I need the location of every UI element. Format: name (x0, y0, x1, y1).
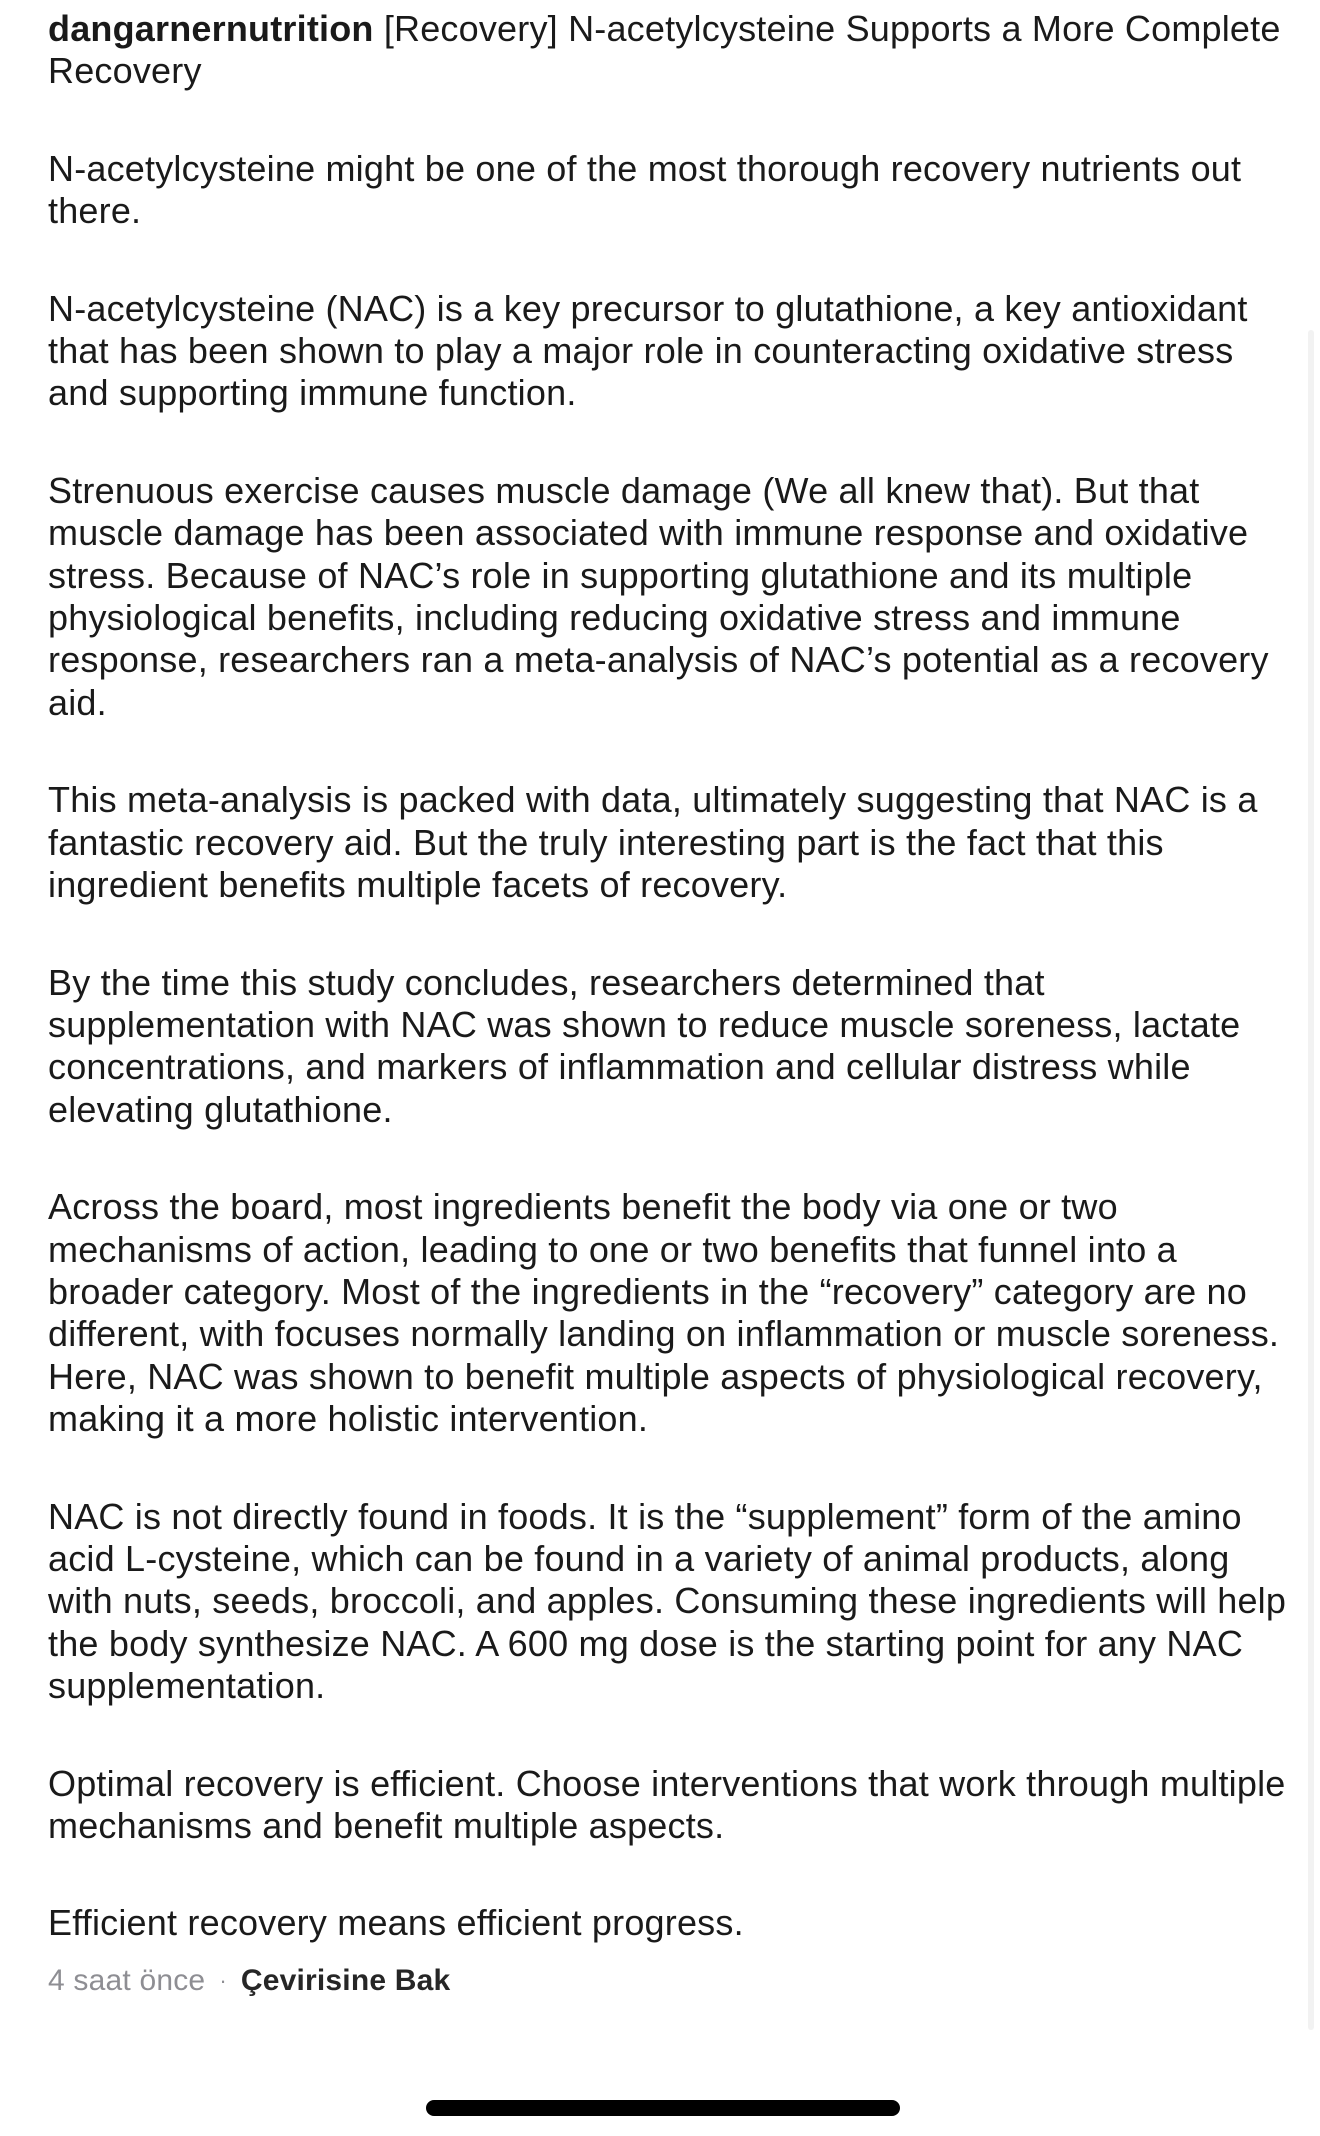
home-indicator[interactable] (426, 2100, 900, 2116)
caption-paragraph: Strenuous exercise causes muscle damage (We all knew that). But that muscle damage has been associated with immune response and oxidative stress. Because of NAC’s role in supporting glutathione and its multiple physiological benefits, including reducing oxidative stress and immune response, researchers ran a meta-analysis of NAC’s potential as a recovery aid. (48, 469, 1269, 723)
post-title: [Recovery] N-acetylcysteine Supports a More Complete Recovery (48, 8, 1281, 92)
scroll-indicator (1308, 330, 1314, 2030)
username[interactable]: dangarnernutrition (48, 8, 374, 49)
caption-paragraph: N-acetylcysteine might be one of the most thorough recovery nutrients out there. (48, 147, 1242, 232)
post-meta (48, 1963, 1288, 1999)
timestamp: 4 saat önce (48, 1963, 206, 1997)
caption-paragraph: Efficient recovery means efficient progress. (48, 1902, 744, 1944)
separator-dot: · (219, 1967, 227, 1993)
caption-paragraph: This meta-analysis is packed with data, ultimately suggesting that NAC is a fantastic recovery aid. But the truly interesting part is the fact that this ingredient benefits multiple facets of recovery. (48, 779, 1258, 906)
caption-paragraph: NAC is not directly found in foods. It is the “supplement” form of the amino acid L-cysteine, which can be found in a variety of animal products, along with nuts, seeds, broccoli, and apples. Consuming these ingredients will help the body synthesize NAC. A 600 mg dose is the starting point for any NAC supplementation. (48, 1495, 1287, 1707)
caption-header (48, 8, 1288, 93)
caption-paragraph: N-acetylcysteine (NAC) is a key precursor to glutathione, a key antioxidant that has been shown to play a major role in counteracting oxidative stress and supporting immune function. (48, 287, 1248, 414)
caption-paragraph: Across the board, most ingredients benefit the body via one or two mechanisms of action, leading to one or two benefits that funnel into a broader category. Most of the ingredients in the “recovery” category are no different, with focuses normally landing on inflammation or muscle soreness. Here, NAC was shown to benefit multiple aspects of physiological recovery, making it a more holistic intervention. (48, 1186, 1280, 1440)
post-caption (48, 8, 1288, 1999)
caption-paragraph: By the time this study concludes, researchers determined that supplementation with NAC was shown to reduce muscle soreness, lactate concentrations, and markers of inflammation and cellular distress while elevating glutathione. (48, 961, 1241, 1130)
see-translation-link[interactable]: Çevirisine Bak (240, 1963, 451, 1997)
caption-paragraph: Optimal recovery is efficient. Choose interventions that work through multiple mechanisms and benefit multiple aspects. (48, 1762, 1286, 1846)
